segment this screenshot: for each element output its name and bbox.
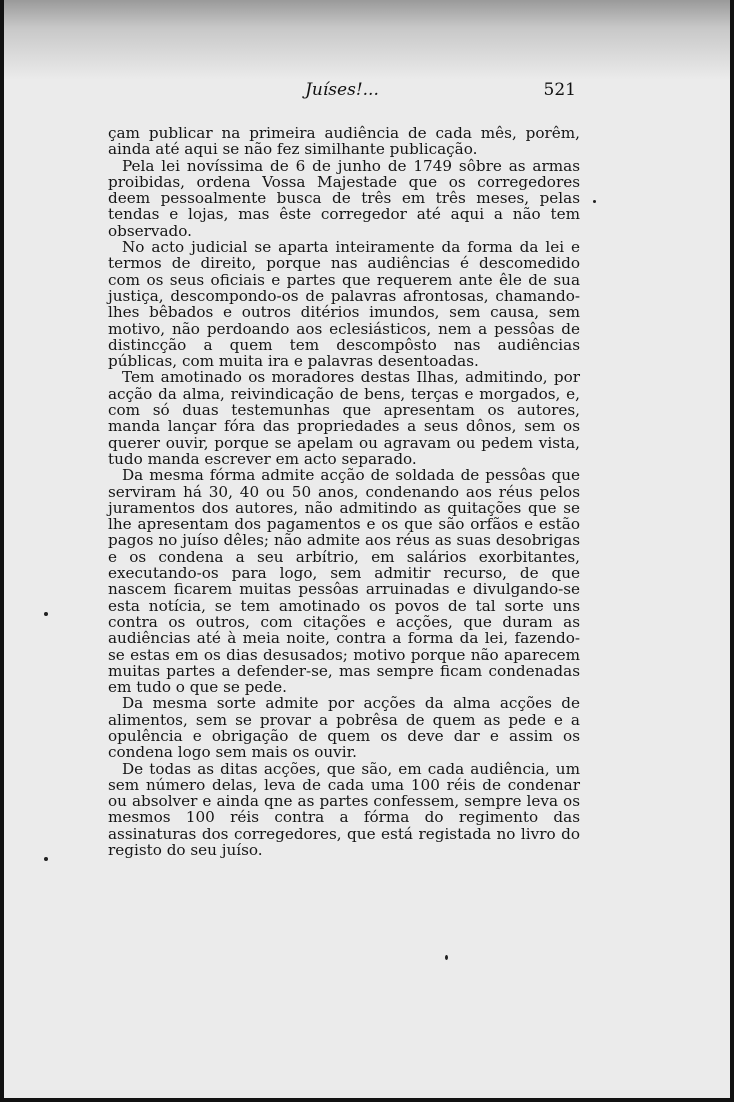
ink-speck xyxy=(44,612,48,616)
page-number: 521 xyxy=(543,80,576,100)
paragraph: No acto judicial se aparta inteiramente da forma da lei e termos de direito, porque nas audiências é descomedido com os seus oficiais e partes que requerem ante êle de sua justiça, descompondo-os de palavras afrontosas, chamando-lhes bêbados e outros ditérios imundos, sem causa, sem motivo, não perdoando aos eclesiásticos, nem a pessôas de distincção a quem tem descompôsto nas audiências públicas, com muita ira e palavras desentoadas. xyxy=(108,238,580,371)
paragraph: De todas as ditas acções, que são, em cada audiência, um sem número delas, leva de cada uma 100 réis de condenar ou absolver e ainda qne as partes confessem, sempre leva os mesmos 100 réis contra a fórma do regimento das assinaturas dos corregedores, que está registada no livro do registo do seu juíso. xyxy=(108,759,580,860)
ink-speck xyxy=(44,857,48,861)
ink-speck xyxy=(593,200,596,203)
paragraph: Da mesma sorte admite por acções da alma acções de alimentos, sem se provar a pobrêsa de quem as pede e a opulência e obrigação de quem os deve dar e assim os condena logo sem mais os ouvir. xyxy=(108,694,580,762)
paragraph: Da mesma fórma admite acção de soldada de pessôas que serviram há 30, 40 ou 50 anos, condenando aos réus pelos juramentos dos autores, não admitindo as quitações que se lhe apresentam dos pagamentos e os que são orfãos e estão pagos no juíso dêles; não admite aos réus as suas desobrigas e os condena a seu arbítrio, em salários exorbitantes, executando-os para logo, sem admitir recurso, de que nascem ficarem muitas pessôas arruinadas e divulgando-se esta notícia, se tem amotinado os povos de tal sorte uns contra os outros, com citações e acções, que duram as audiências até à meia noite, contra a forma da lei, fazendo-se estas em os dias desusados; motivo porque não aparecem muitas partes a defender-se, mas sempre ficam condenadas em tudo o que se pede. xyxy=(108,466,580,697)
running-title: Juíses!... xyxy=(305,80,379,100)
scan-shadow xyxy=(4,0,734,80)
paragraph: çam publicar na primeira audiência de cada mês, porêm, ainda até aqui se não fez similhante publicação. xyxy=(108,124,580,159)
paragraph: Pela lei novíssima de 6 de junho de 1749 sôbre as armas proibidas, ordena Vossa Majestade que os corregedores deem pessoalmente busca de três em três meses, pelas tendas e lojas, mas êste corregedor até aqui a não tem observado. xyxy=(108,156,580,240)
body-text xyxy=(108,125,580,858)
ink-speck xyxy=(445,955,448,960)
page-header xyxy=(108,80,576,106)
paragraph: Tem amotinado os moradores destas Ilhas, admitindo, por acção da alma, reivindicação de bens, terças e morgados, e, com só duas testemunhas que apresentam os autores, manda lançar fóra das propriedades a seus dônos, sem os querer ouvir, porque se apelam ou agravam ou pedem vista, tudo manda escrever em acto separado. xyxy=(108,368,580,468)
